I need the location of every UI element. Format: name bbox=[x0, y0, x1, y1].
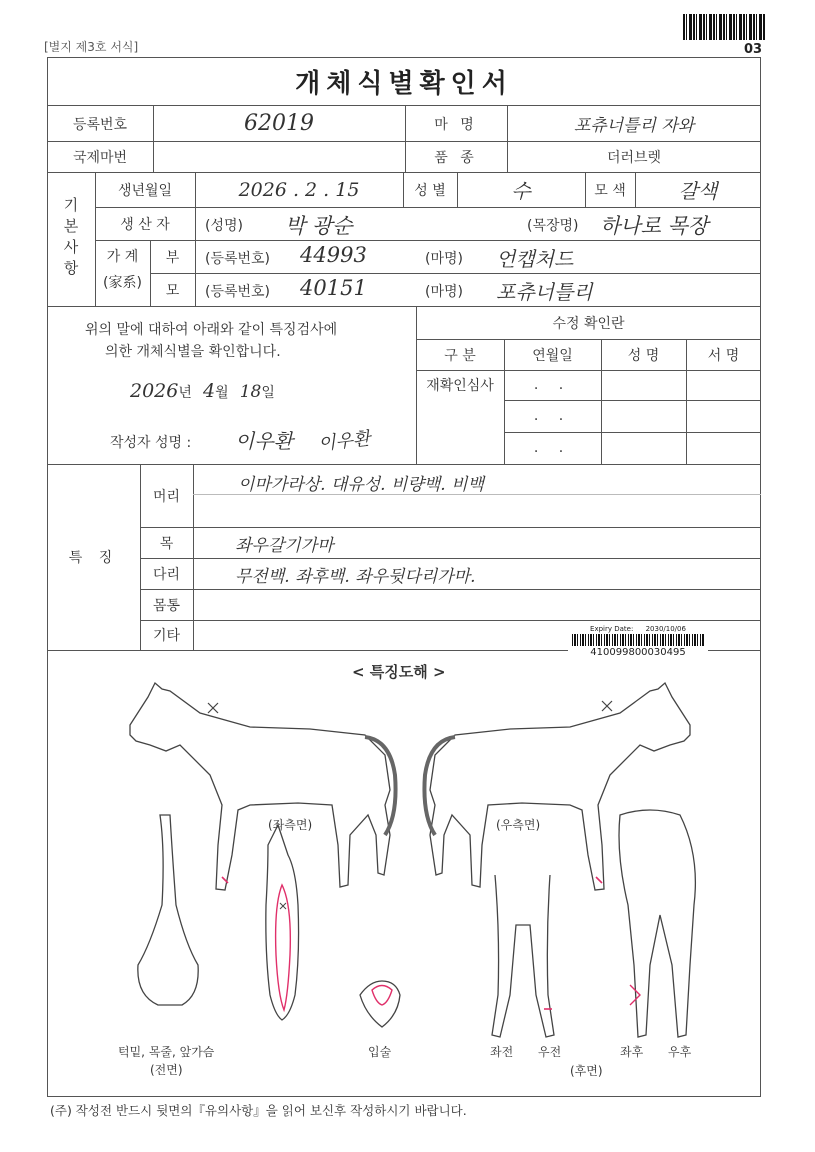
form-label: [별지 제3호 서식] bbox=[44, 40, 139, 54]
right-side-leg-mark bbox=[596, 877, 602, 883]
rear-left-caption: 좌후 bbox=[620, 1045, 644, 1059]
rear-right-caption: 우후 bbox=[668, 1045, 692, 1059]
date-month-unit: 월 bbox=[215, 385, 229, 401]
barcode-expiry-label: Expiry Date: bbox=[590, 625, 634, 633]
feature-neck-value: 좌우갈기가마 bbox=[235, 536, 334, 556]
front-caption-line1: 턱밑, 목줄, 앞가슴 bbox=[118, 1045, 215, 1059]
intl-no-label: 국제마번 bbox=[72, 149, 128, 166]
sex-label: 성 별 bbox=[414, 182, 446, 199]
left-x-mark bbox=[208, 703, 218, 713]
sire-reg-value: 44993 bbox=[300, 243, 367, 267]
front-view-outline bbox=[138, 815, 198, 1005]
dam-name-label: (마명) bbox=[425, 284, 463, 300]
registration-no-label: 등록번호 bbox=[72, 116, 128, 133]
sire-name-label: (마명) bbox=[425, 251, 463, 267]
date-year: 2026 bbox=[130, 380, 179, 402]
confirm-text-line1: 위의 말에 대하여 아래와 같이 특징검사에 bbox=[85, 322, 338, 338]
sire-reg-label: (등록번호) bbox=[205, 251, 271, 267]
horse-diagram bbox=[100, 665, 720, 1085]
correction-header-type: 구 분 bbox=[444, 348, 476, 364]
right-x-mark bbox=[602, 701, 612, 711]
document-title: 개체식별확인서 bbox=[47, 57, 761, 106]
barcode-number: 410099800030495 bbox=[590, 647, 686, 658]
rear-caption: (후면) bbox=[570, 1064, 603, 1078]
feature-head-value: 이마가라상. 대유성. 비량백. 비백 bbox=[238, 475, 484, 495]
date-day-unit: 일 bbox=[261, 385, 275, 401]
basic-section-label: 기본사항 bbox=[61, 197, 80, 281]
writer-signature: 이우환 bbox=[317, 428, 372, 455]
diagram-title: < 특징도해 > bbox=[352, 663, 446, 681]
date-month: 4 bbox=[202, 380, 216, 402]
feature-legs-value: 무전백. 좌후백. 좌우뒷다리가마. bbox=[235, 567, 476, 587]
correction-row-date: . . bbox=[533, 440, 572, 456]
dam-reg-value: 40151 bbox=[300, 276, 367, 300]
confirm-text-line2: 의한 개체식별을 확인합니다. bbox=[105, 344, 281, 360]
pedigree-label bbox=[95, 244, 150, 296]
correction-header-date: 연월일 bbox=[532, 348, 573, 364]
barcode-expiry-value: 2030/10/06 bbox=[645, 625, 686, 633]
correction-row-type: 재확인심사 bbox=[426, 378, 494, 394]
muzzle-caption: 입술 bbox=[368, 1045, 392, 1059]
barcode-bars bbox=[572, 634, 704, 646]
coat-color-value: 갈색 bbox=[678, 179, 718, 203]
writer-name: 이우환 bbox=[235, 429, 293, 453]
sire-name-value: 언캡처드 bbox=[496, 247, 574, 271]
dam-reg-label: (등록번호) bbox=[205, 284, 271, 300]
birth-date-value: 2026 . 2 . 15 bbox=[238, 178, 360, 201]
horse-name-label: 마 명 bbox=[434, 116, 478, 133]
breeder-name-value: 박 광순 bbox=[285, 214, 353, 238]
page-code: 03 bbox=[744, 42, 763, 57]
front-caption-line2: (전면) bbox=[150, 1063, 183, 1077]
front-left-caption: 좌전 bbox=[490, 1045, 514, 1059]
breeder-farm-value: 하나로 목장 bbox=[600, 214, 709, 238]
feature-legs-label: 다리 bbox=[152, 566, 181, 583]
intl-no-value bbox=[153, 141, 405, 172]
right-side-caption: (우측면) bbox=[496, 818, 541, 832]
correction-row-date: . . bbox=[533, 408, 572, 424]
correction-header-name: 성 명 bbox=[627, 348, 660, 364]
registration-no-value: 62019 bbox=[244, 111, 314, 136]
left-side-caption: (좌측면) bbox=[268, 818, 313, 832]
date-day: 18 bbox=[239, 382, 262, 402]
horse-name-value: 포츄너틀리 자와 bbox=[573, 116, 695, 136]
birth-date-label: 생년월일 bbox=[117, 182, 173, 199]
dam-name-value: 포츄너틀리 bbox=[496, 280, 593, 304]
feature-other-label: 기타 bbox=[152, 628, 181, 644]
breeder-label: 생 산 자 bbox=[120, 216, 170, 233]
breeder-farm-label: (목장명) bbox=[527, 218, 579, 234]
breed-value: 더러브렛 bbox=[606, 149, 662, 166]
top-barcode bbox=[683, 14, 765, 40]
pedigree-label-line1: 가 계 bbox=[106, 249, 139, 265]
footer-note: (주) 작성전 반드시 뒷면의『유의사항』을 읽어 보신후 작성하시기 바랍니다. bbox=[50, 1103, 467, 1118]
features-label: 특 징 bbox=[68, 550, 119, 566]
coat-color-label: 모 색 bbox=[594, 182, 626, 199]
date-year-unit: 년 bbox=[178, 385, 192, 401]
correction-header-sign: 서 명 bbox=[707, 348, 740, 364]
barcode-sticker bbox=[568, 625, 708, 657]
confirm-date bbox=[130, 380, 275, 402]
dam-label: 모 bbox=[165, 282, 180, 299]
head-blaze-mark bbox=[276, 885, 291, 1010]
feature-neck-label: 목 bbox=[159, 535, 174, 552]
breeder-name-label: (성명) bbox=[205, 218, 243, 234]
sire-label: 부 bbox=[165, 249, 180, 266]
front-right-caption: 우전 bbox=[538, 1045, 562, 1059]
correction-title: 수정 확인란 bbox=[416, 306, 761, 340]
front-legs-outline bbox=[492, 875, 554, 1037]
feature-body-label: 몸통 bbox=[152, 597, 181, 614]
feature-head-label: 머리 bbox=[152, 488, 181, 505]
rear-view-outline bbox=[619, 810, 695, 1037]
sex-value: 수 bbox=[511, 179, 531, 203]
muzzle-mark bbox=[372, 986, 392, 1006]
correction-row-date: . . bbox=[533, 377, 572, 393]
pedigree-label-line2: (家系) bbox=[103, 275, 142, 291]
head-front-outline bbox=[266, 825, 299, 1020]
breed-label: 품 종 bbox=[434, 149, 478, 166]
writer-label: 작성자 성명 : bbox=[110, 435, 192, 451]
